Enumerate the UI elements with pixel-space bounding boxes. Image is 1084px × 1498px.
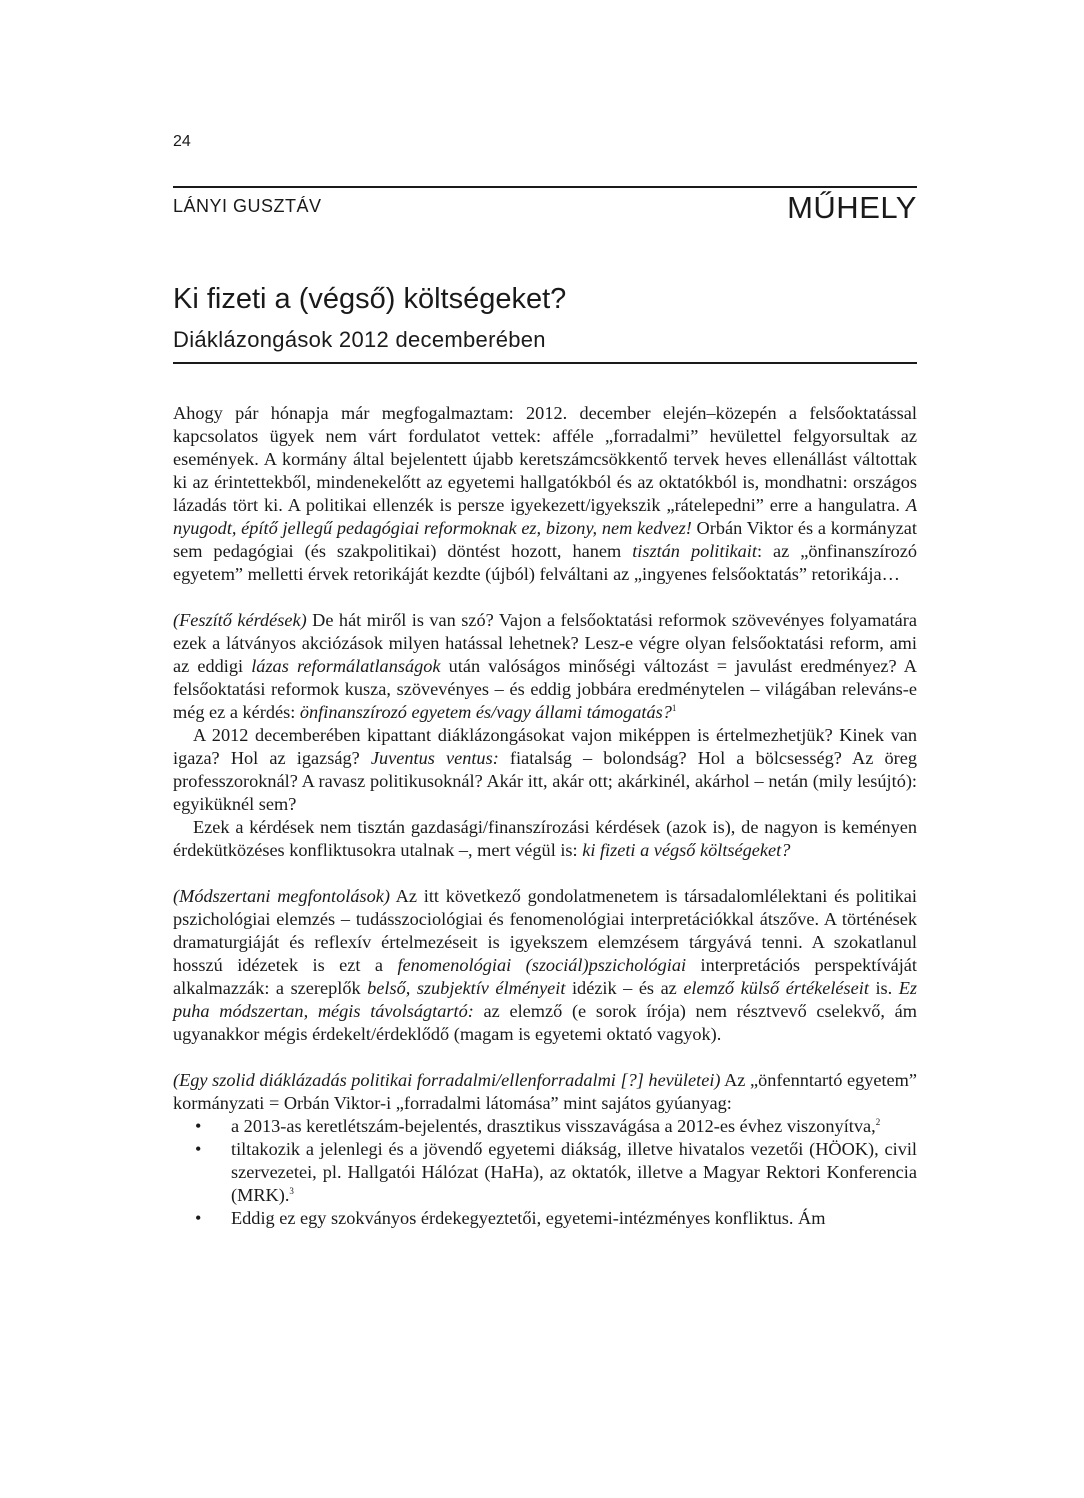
section-lead-in: (Módszertani megfontolások) bbox=[173, 886, 390, 906]
paragraph-intro bbox=[173, 402, 917, 586]
page-number: 24 bbox=[173, 133, 191, 150]
footnote-marker: 3 bbox=[289, 1185, 294, 1196]
text-run: is. bbox=[868, 978, 899, 998]
list-item-text: a 2013-as keretlétszám-bejelentés, drasztikus visszavágása a 2012-es évhez viszonyítva, bbox=[231, 1116, 876, 1136]
text-run: Az „önfenntartó egyetem” kormányzati = Orbán Viktor-i „forradalmi látomása” mint sajátos gyúanyag: bbox=[173, 1070, 917, 1113]
list-item bbox=[173, 1138, 917, 1207]
section-label: MŰHELY bbox=[787, 190, 917, 225]
emphasis: tisztán politikait bbox=[632, 541, 757, 561]
text-run: az elemző (e sorok írója) nem résztvevő cselekvő, ám ugyanakkor mégis érdekelt/érdeklődő (magam is egyetemi oktató vagyok). bbox=[173, 1001, 917, 1044]
article-body bbox=[173, 402, 917, 1230]
emphasis: lázas reformálatlanságok bbox=[251, 656, 441, 676]
text-run: interpretációs perspektíváját alkalmazzák: a szereplők bbox=[173, 955, 917, 998]
list-item bbox=[173, 1207, 917, 1230]
emphasis: önfinanszírozó egyetem és/vagy állami támogatás? bbox=[299, 702, 672, 722]
text-run: Ahogy pár hónapja már megfogalmaztam: 2012. december elején–közepén a felsőoktatással kapcsolatos ügyek nem várt fordulatot vettek: afféle „forradalmi” hevülettel felgyorsultak az események. A kormány által bejelentett újabb keretszámcsökkentő tervek heves ellenállást váltottak ki az érintettekből, mindenekelőtt az egyetemi hallgatókból és az oktatókból is, mondhatni: országos lázadás tört ki. A politikai ellenzék is persze igyekezett/igyekszik „rátelepedni” erre a hangulatra. bbox=[173, 403, 917, 515]
paragraph-interpretation bbox=[173, 724, 917, 816]
header-rule bbox=[173, 186, 917, 188]
text-run: fiatalság – bolondság? Hol a bölcsesség? Az öreg professzoroknál? A ravasz politikusoknál? Akár itt, akár ott; akárkinél, akárhol – netán (mily lesújtó): egyiküknél sem? bbox=[173, 748, 917, 814]
emphasis: belső, szubjektív élményeit bbox=[367, 978, 566, 998]
paragraph-methodology bbox=[173, 885, 917, 1046]
paragraph-conflict bbox=[173, 816, 917, 862]
author-name: LÁNYI GUSZTÁV bbox=[173, 196, 322, 216]
emphasis: Juventus ventus: bbox=[370, 748, 499, 768]
text-run: Ezek a kérdések nem tisztán gazdasági/finanszírozási kérdések (azok is), de nagyon is keményen érdekütközéses konfliktusokra utalnak –, mert végül is: bbox=[173, 817, 917, 860]
list-item bbox=[173, 1115, 917, 1138]
article-title: Ki fizeti a (végső) költségeket? bbox=[173, 283, 567, 315]
text-run: : az „önfinanszírozó egyetem” melletti érvek retorikáját kezdte (újból) felváltani az „ingyenes felsőoktatás” retorikája… bbox=[173, 541, 917, 584]
footnote-marker: 2 bbox=[875, 1116, 881, 1127]
text-run: De hát miről is van szó? Vajon a felsőoktatási reformok szövevényes folyamatára ezek a látványos akciózások milyen hatással lehetnek? Lesz-e végre olyan felsőoktatási reform, ami az eddigi bbox=[173, 610, 917, 676]
bullet-list bbox=[173, 1115, 917, 1230]
emphasis: ki fizeti a végső költségeket? bbox=[582, 840, 791, 860]
list-item-text: tiltakozik a jelenlegi és a jövendő egyetemi diákság, illetve hivatalos vezetői (HÖOK), civil szervezetei, pl. Hallgatói Hálózat (HaHa), az oktatók, illetve a Magyar Rektori Konferencia (MRK). bbox=[231, 1139, 917, 1205]
text-run: A 2012 decemberében kipattant diáklázongásokat vajon miképpen is értelmezhetjük? Kinek van igaza? Hol az igazság? bbox=[173, 725, 917, 768]
footnote-marker: 1 bbox=[671, 702, 677, 713]
text-run: Orbán Viktor és a kormányzat sem pedagógiai (és szakpolitikai) döntést hozott, hanem bbox=[173, 518, 917, 561]
paragraph-revolution bbox=[173, 1069, 917, 1115]
section-lead-in: (Feszítő kérdések) bbox=[173, 610, 307, 630]
title-rule bbox=[173, 362, 917, 364]
section-lead-in: (Egy szolid diáklázadás politikai forradalmi/ellenforradalmi [?] hevületei) bbox=[173, 1070, 721, 1090]
article-subtitle: Diáklázongások 2012 decemberében bbox=[173, 327, 546, 352]
emphasis: fenomenológiai (szociál)pszichológiai bbox=[397, 955, 687, 975]
paragraph-tension-questions bbox=[173, 609, 917, 724]
text-run: Az itt következő gondolatmenetem is társadalomlélektani és politikai pszichológiai elemzés – tudásszociológiai és fenomenológiai interpretációkkal átszőve. A történések dramaturgiáját és reflexív értelmezéseit is igyekszem elemzésem tárgyává tenni. A szokatlanul hosszú idézetek is ezt a bbox=[173, 886, 917, 975]
list-item-text: Eddig ez egy szokványos érdekegyeztetői, egyetemi-intézményes konfliktus. Ám bbox=[231, 1208, 826, 1228]
text-run: után valóságos minőségi változást = javulást eredményez? A felsőoktatási reformok kusza, szövevényes – és eddig jobbára eredménytelen – világában releváns-e még ez a kérdés: bbox=[173, 656, 917, 722]
emphasis: A nyugodt, építő jellegű pedagógiai reformoknak ez, bizony, nem kedvez! bbox=[173, 495, 917, 538]
emphasis: Ez puha módszertan, mégis távolságtartó: bbox=[173, 978, 918, 1021]
text-run: idézik – és az bbox=[565, 978, 684, 998]
emphasis: elemző külső értékeléseit bbox=[683, 978, 869, 998]
